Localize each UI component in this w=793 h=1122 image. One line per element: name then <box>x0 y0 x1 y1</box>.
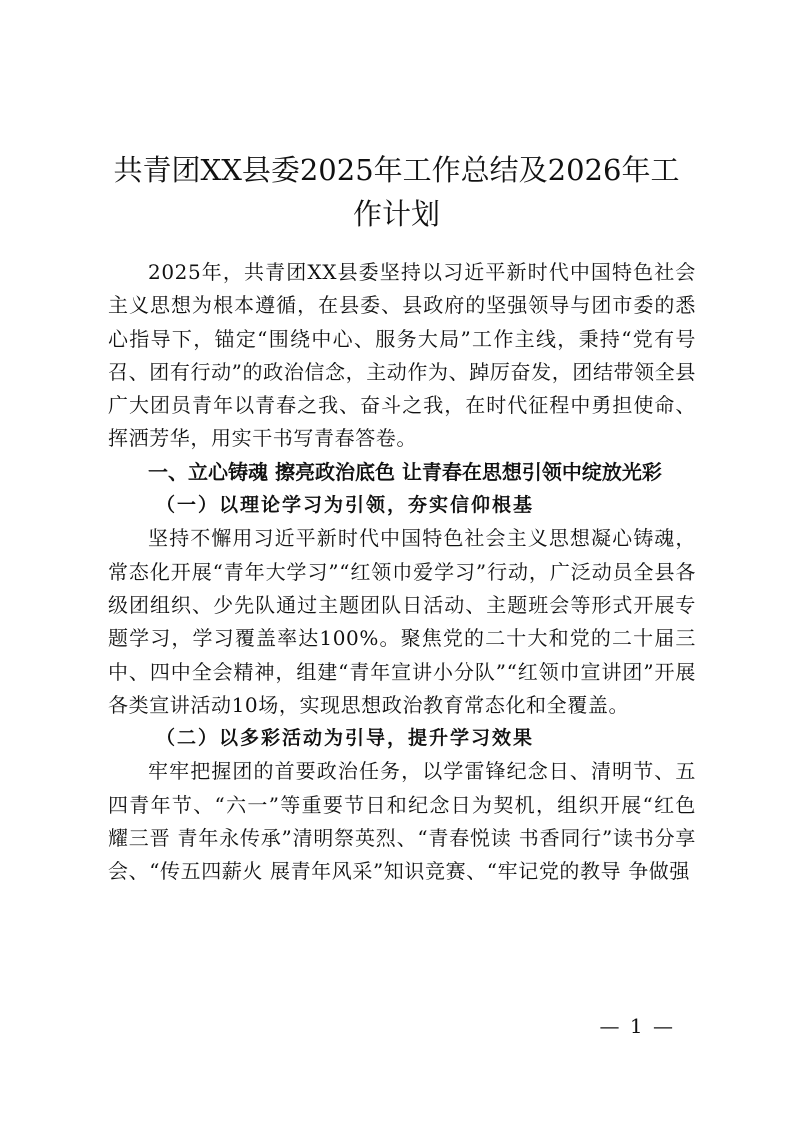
document-body <box>108 256 696 889</box>
document-title <box>100 148 693 236</box>
subsection-2-paragraph: 牢牢把握团的首要政治任务，以学雷锋纪念日、清明节、五四青年节、“六一”等重要节日和纪念日为契机，组织开展“红色耀三晋 青年永传承”清明祭英烈、“青春悦读 书香同行”读书分享会、“传五四薪火 展青年风采”知识竞赛、“牢记党的教导 争做强 <box>108 759 696 884</box>
page-number: — 1 — <box>599 1014 675 1038</box>
intro-paragraph: 2025年，共青团XX县委坚持以习近平新时代中国特色社会主义思想为根本遵循，在县委、县政府的坚强领导与团市委的悉心指导下，锚定“围绕中心、服务大局”工作主线，秉持“党有号召、团有行动”的政治信念，主动作为、踔厉奋发，团结带领全县广大团员青年以青春之我、奋斗之我，在时代征程中勇担使命、挥洒芳华，用实干书写青春答卷。 <box>108 260 696 451</box>
subsection-2-heading: （二）以多彩活动为引导，提升学习效果 <box>156 727 535 750</box>
title-line-2: 作计划 <box>352 197 440 231</box>
subsection-1-paragraph: 坚持不懈用习近平新时代中国特色社会主义思想凝心铸魂，常态化开展“青年大学习”“红领巾爱学习”行动，广泛动员全县各级团组织、少先队通过主题团队日活动、主题班会等形式开展专题学习，学习覆盖率达100%。聚焦党的二十大和党的二十届三中、四中全会精神，组建“青年宣讲小分队”“红领巾宣讲团”开展各类宣讲活动10场，实现思想政治教育常态化和全覆盖。 <box>108 526 696 717</box>
title-line-1: 共青团XX县委2025年工作总结及2026年工 <box>113 153 680 187</box>
subsection-1-heading: （一）以理论学习为引领，夯实信仰根基 <box>156 494 535 517</box>
section-1-heading: 一、立心铸魂 擦亮政治底色 让青春在思想引领中绽放光彩 <box>148 459 662 484</box>
